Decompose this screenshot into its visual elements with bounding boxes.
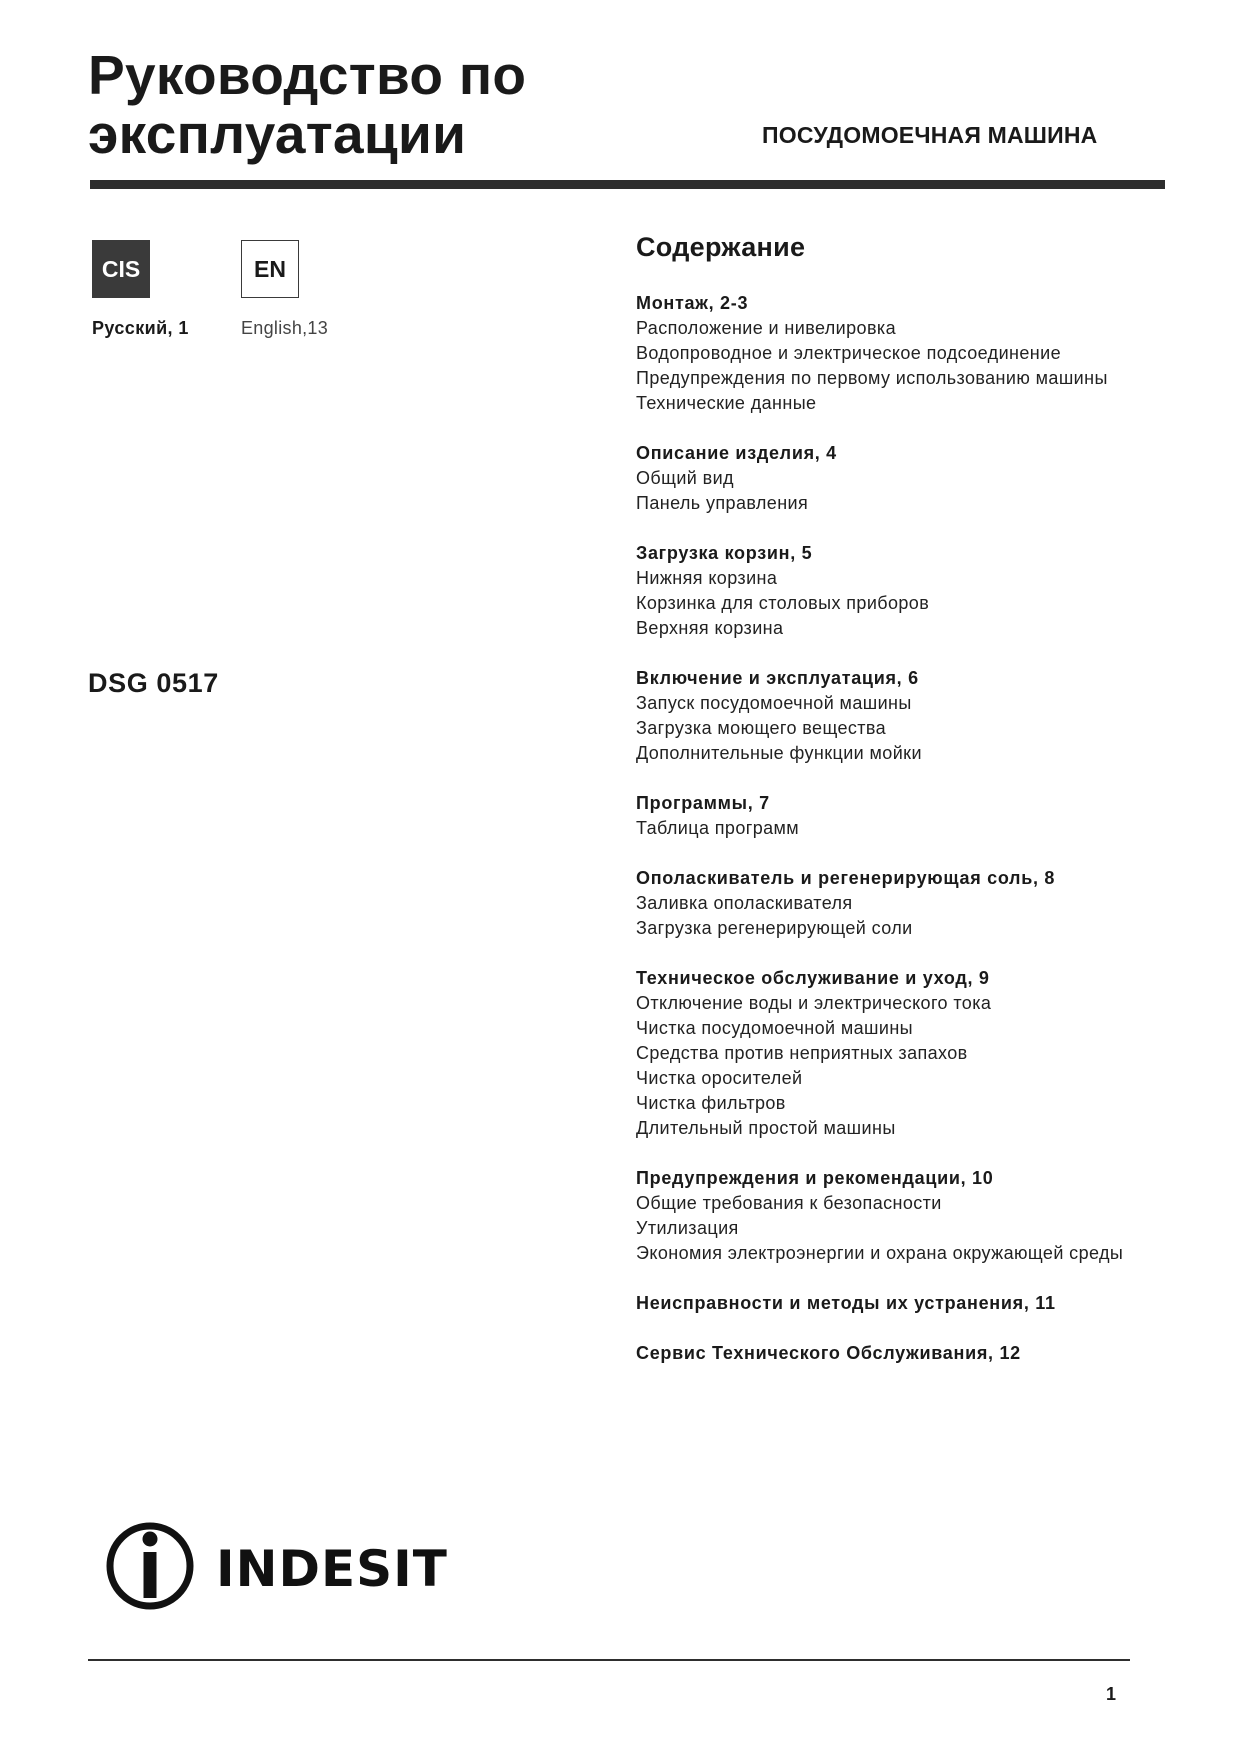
toc-item: Заливка ополаскивателя xyxy=(636,893,853,913)
toc-section-title: Включение и эксплуатация, 6 xyxy=(636,668,919,688)
toc-section xyxy=(636,541,1166,641)
toc-item: Экономия электроэнергии и охрана окружающей среды xyxy=(636,1243,1124,1263)
toc-item: Дополнительные функции мойки xyxy=(636,743,922,763)
language-label-russian: Русский, 1 xyxy=(92,318,189,338)
language-badge-en: EN xyxy=(241,240,299,298)
model-number: DSG 0517 xyxy=(88,668,219,698)
toc-section-title: Программы, 7 xyxy=(636,793,770,813)
toc-item: Средства против неприятных запахов xyxy=(636,1043,968,1063)
toc-section-title: Загрузка корзин, 5 xyxy=(636,543,813,563)
title-line-2: эксплуатации xyxy=(88,103,467,165)
header-divider xyxy=(90,180,1165,189)
toc-item: Общий вид xyxy=(636,468,734,488)
toc-item: Расположение и нивелировка xyxy=(636,318,897,338)
toc-section xyxy=(636,666,1166,766)
toc-section-title: Техническое обслуживание и уход, 9 xyxy=(636,968,990,988)
toc-item: Панель управления xyxy=(636,493,809,513)
toc-item: Чистка посудомоечной машины xyxy=(636,1018,913,1038)
toc-item: Запуск посудомоечной машины xyxy=(636,693,912,713)
indesit-logo xyxy=(104,1520,484,1620)
toc-item: Корзинка для столовых приборов xyxy=(636,593,930,613)
toc-item: Загрузка регенерирующей соли xyxy=(636,918,913,938)
toc-item: Технические данные xyxy=(636,393,817,413)
toc-section-title: Предупреждения и рекомендации, 10 xyxy=(636,1168,994,1188)
toc-section xyxy=(636,966,1166,1141)
language-label-english: English,13 xyxy=(241,318,329,338)
toc-section-title: Неисправности и методы их устранения, 11 xyxy=(636,1293,1056,1313)
document-title xyxy=(88,46,526,164)
toc-item: Длительный простой машины xyxy=(636,1118,896,1138)
toc-section-title: Ополаскиватель и регенерирующая соль, 8 xyxy=(636,868,1056,888)
toc-section-title: Сервис Технического Обслуживания, 12 xyxy=(636,1343,1021,1363)
toc-item: Таблица программ xyxy=(636,818,800,838)
toc-section xyxy=(636,1341,1166,1366)
toc-item: Нижняя корзина xyxy=(636,568,778,588)
toc-item: Верхняя корзина xyxy=(636,618,784,638)
product-type: ПОСУДОМОЕЧНАЯ МАШИНА xyxy=(762,122,1098,148)
toc-item: Отключение воды и электрического тока xyxy=(636,993,992,1013)
toc-item: Общие требования к безопасности xyxy=(636,1193,942,1213)
footer-divider xyxy=(88,1659,1130,1661)
toc-heading: Содержание xyxy=(636,232,806,262)
toc-section xyxy=(636,866,1166,941)
toc-section xyxy=(636,791,1166,841)
title-line-1: Руководство по xyxy=(88,44,527,106)
toc-item: Водопроводное и электрическое подсоединение xyxy=(636,343,1061,363)
table-of-contents xyxy=(636,291,1166,1391)
toc-item: Загрузка моющего вещества xyxy=(636,718,887,738)
toc-item: Предупреждения по первому использованию машины xyxy=(636,368,1108,388)
toc-item: Чистка оросителей xyxy=(636,1068,803,1088)
indesit-logo-wordmark: INDESIT xyxy=(216,1540,448,1598)
page-number: 1 xyxy=(1106,1684,1117,1704)
language-badge-cis: CIS xyxy=(92,240,150,298)
toc-item: Утилизация xyxy=(636,1218,739,1238)
toc-section-title: Монтаж, 2-3 xyxy=(636,293,749,313)
toc-section-title: Описание изделия, 4 xyxy=(636,443,837,463)
toc-item: Чистка фильтров xyxy=(636,1093,786,1113)
indesit-logo-icon xyxy=(110,1526,190,1606)
toc-section xyxy=(636,1166,1166,1266)
toc-section xyxy=(636,441,1166,516)
toc-section xyxy=(636,1291,1166,1316)
toc-section xyxy=(636,291,1166,416)
